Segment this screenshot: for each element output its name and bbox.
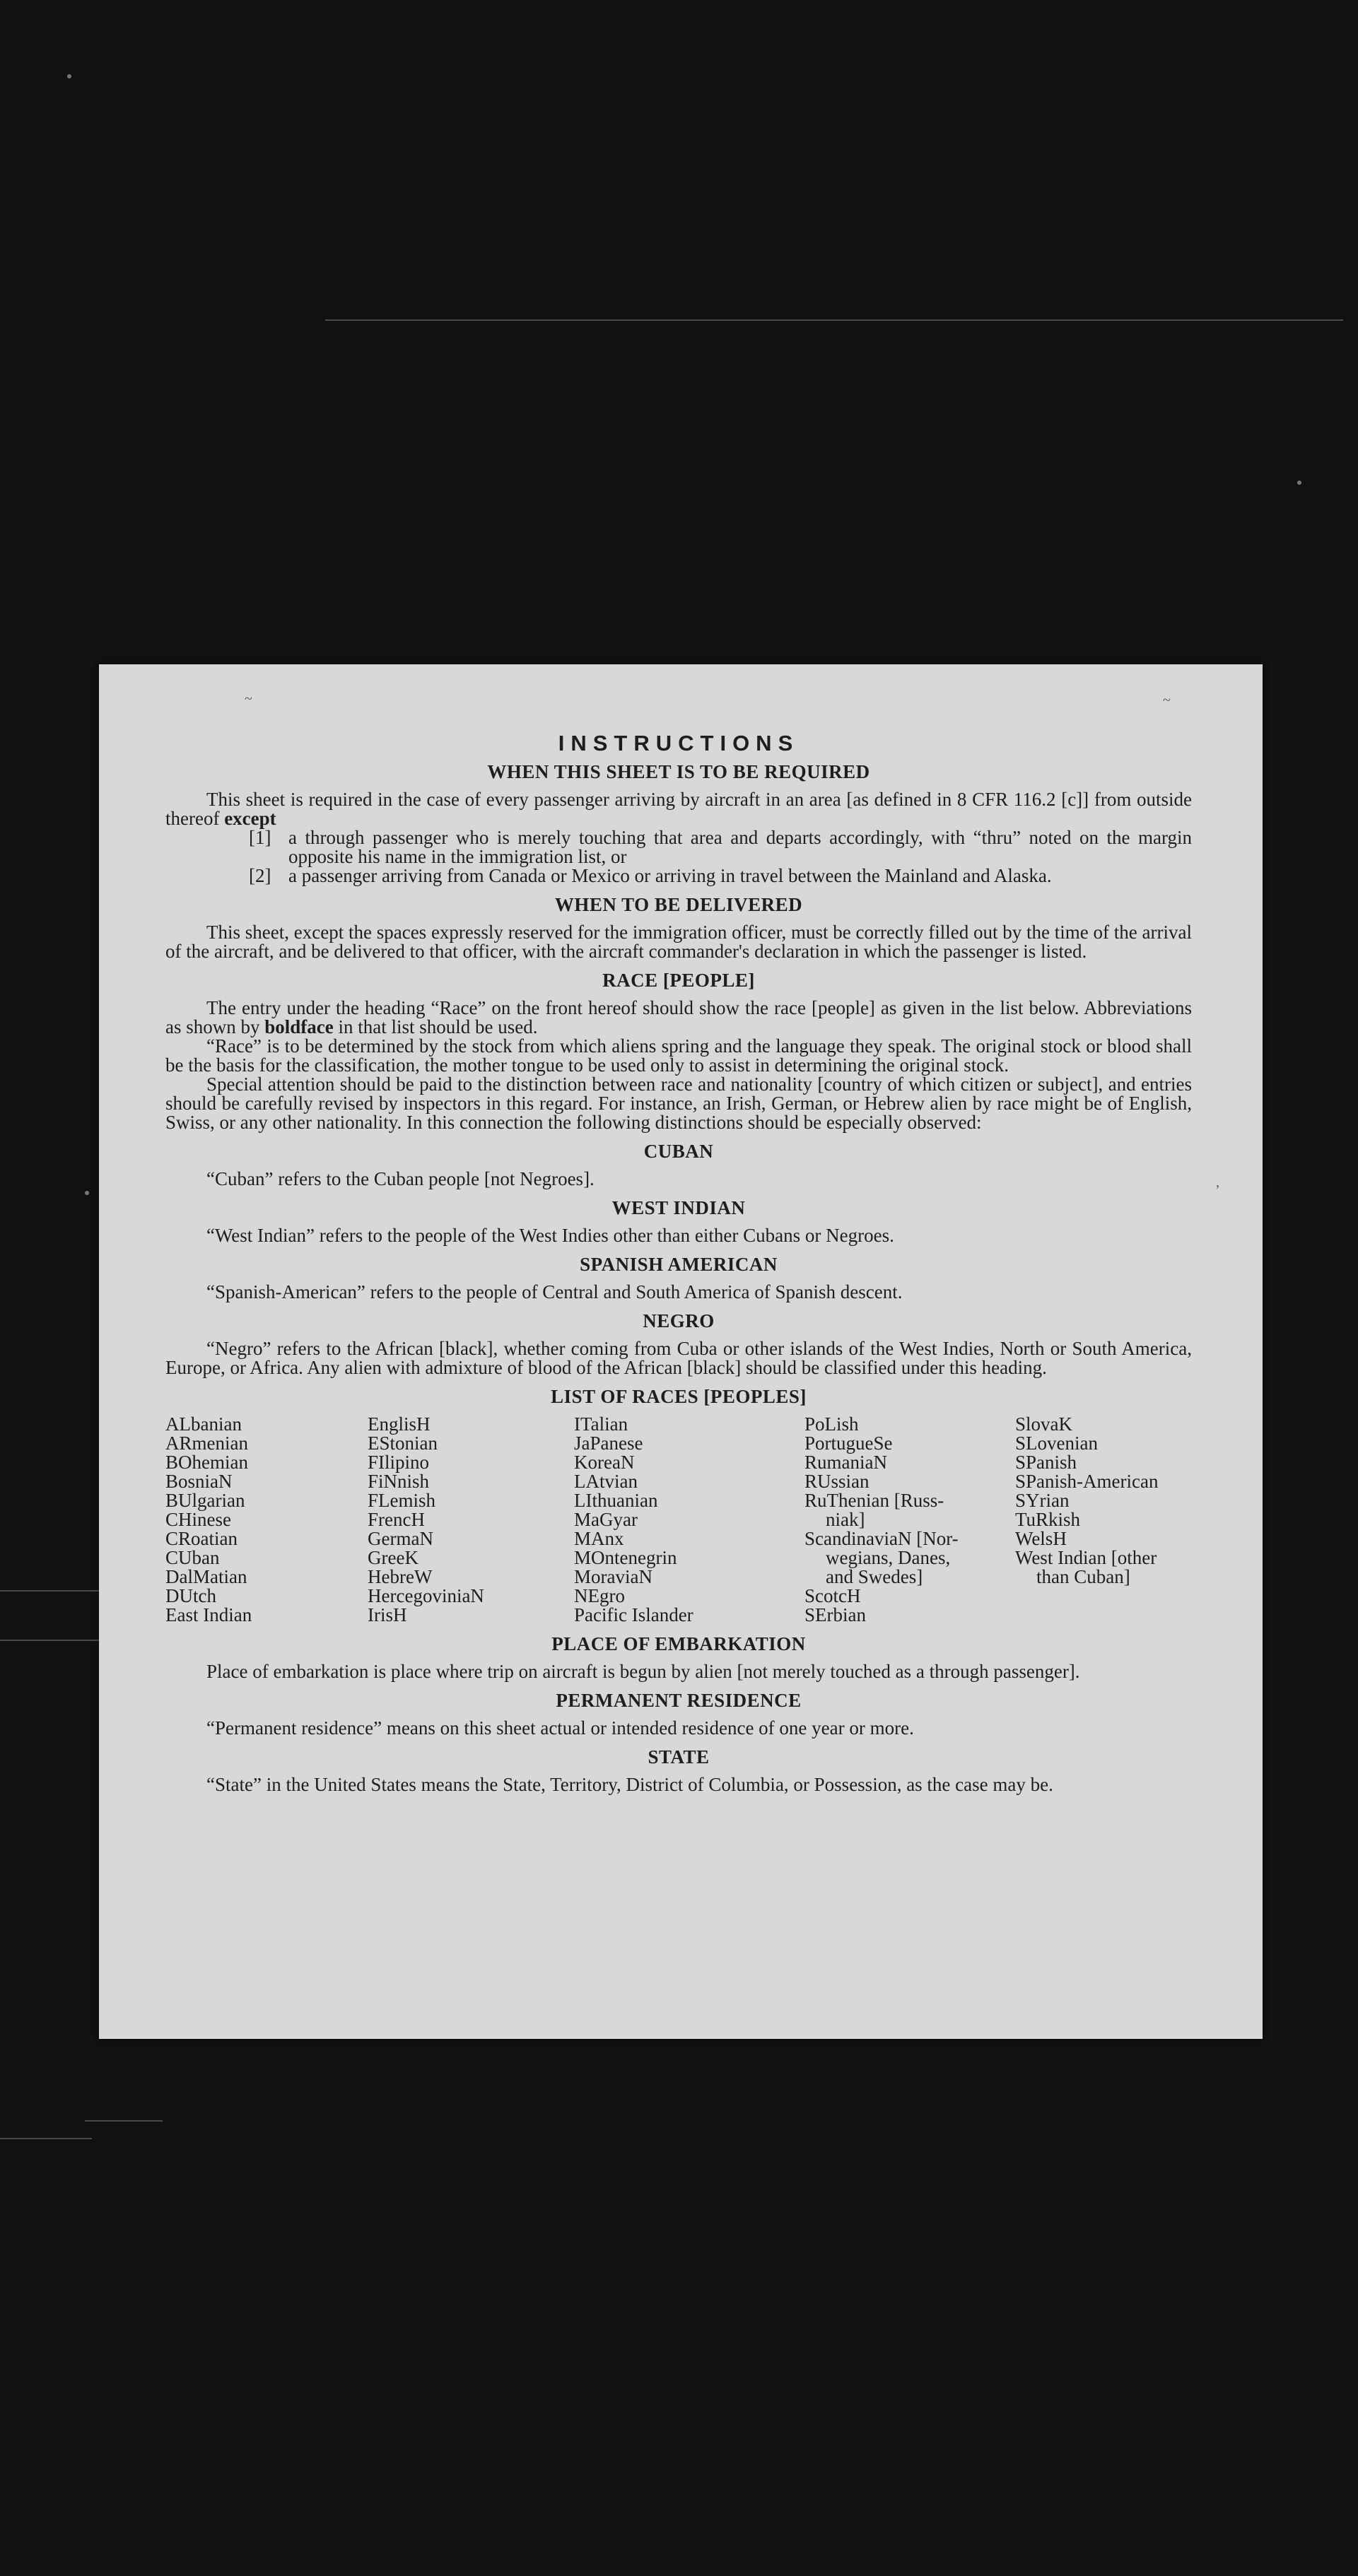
- race-entry: Pacific Islander: [574, 1604, 693, 1625]
- page-mark: ~: [245, 691, 252, 707]
- bold-text: boldface: [264, 1016, 334, 1037]
- race-entry: LAtvian: [574, 1471, 638, 1492]
- race-entry: BUlgarian: [165, 1490, 245, 1511]
- list-number: [1]: [249, 827, 271, 848]
- race-entry: SPanish: [1015, 1452, 1077, 1473]
- section-heading: PLACE OF EMBARKATION: [551, 1633, 806, 1654]
- race-entry: IrisH: [368, 1604, 407, 1625]
- race-entry: CUban: [165, 1547, 220, 1568]
- race-entry: FLemish: [368, 1490, 436, 1511]
- instruction-sheet: [99, 664, 1263, 2039]
- section-paragraph: This sheet is required in the case of every passenger arriving by aircraft in an area [as defined in 8 CFR 116.2 [c]] from outside thereof except: [165, 789, 1192, 829]
- section-heading: SPANISH AMERICAN: [580, 1254, 778, 1275]
- scan-artifact-line: [325, 319, 1343, 321]
- race-column: [804, 1415, 1015, 1625]
- race-entry: DUtch: [165, 1585, 216, 1606]
- race-entry: GermaN: [368, 1528, 433, 1549]
- document-title: INSTRUCTIONS: [558, 731, 800, 755]
- race-entry: EStonian: [368, 1433, 438, 1454]
- race-entry: LIthuanian: [574, 1490, 658, 1511]
- race-entry: NEgro: [574, 1585, 625, 1606]
- scan-artifact-line: [0, 2138, 92, 2139]
- race-entry: ITalian: [574, 1413, 628, 1435]
- section-paragraph: Special attention should be paid to the distinction between race and nationality [country of which citizen or subject], and entries should be carefully revised by inspectors in this regard. For instance, an Irish, German, or Hebrew alien by race might be of English, Swiss, or any other nationality. In this connection the following distinctions should be especially observed:: [165, 1074, 1192, 1133]
- section-heading: WHEN THIS SHEET IS TO BE REQUIRED: [487, 761, 870, 782]
- list-item: [165, 866, 1192, 886]
- race-entry: MaGyar: [574, 1509, 638, 1530]
- race-entry: niak]: [826, 1509, 865, 1530]
- section-paragraph: “Negro” refers to the African [black], whether coming from Cuba or other islands of the West Indies, North or South America, Europe, or Africa. Any alien with admixture of blood of the African [black] should be classified under this heading.: [165, 1338, 1192, 1378]
- race-entry: SlovaK: [1015, 1413, 1072, 1435]
- race-entry: HercegoviniaN: [368, 1585, 484, 1606]
- race-entry: HebreW: [368, 1566, 433, 1587]
- section-paragraph: “Race” is to be determined by the stock from which aliens spring and the language they speak. The original stock or blood shall be the basis for the classification, the mother tongue to be used only to assist in determining the original stock.: [165, 1035, 1192, 1076]
- race-entry: East Indian: [165, 1604, 252, 1625]
- scan-artifact-line: [0, 1590, 99, 1592]
- section-paragraph: “Permanent residence” means on this sheet actual or intended residence of one year or more.: [206, 1717, 914, 1739]
- race-entry: KoreaN: [574, 1452, 635, 1473]
- section-paragraph: “Spanish-American” refers to the people of Central and South America of Spanish descent.: [206, 1281, 903, 1302]
- race-entry: EnglisH: [368, 1413, 431, 1435]
- race-entry: FiNnish: [368, 1471, 430, 1492]
- race-list: [165, 1415, 1192, 1625]
- scan-artifact-line: [0, 1640, 99, 1641]
- page-mark: ~: [1163, 693, 1171, 708]
- race-entry: ALbanian: [165, 1413, 242, 1435]
- race-entry: MOntenegrin: [574, 1547, 677, 1568]
- race-entry: PoLish: [804, 1413, 859, 1435]
- section-heading: CUBAN: [643, 1141, 714, 1162]
- scan-speck: [85, 1191, 89, 1195]
- race-entry: GreeK: [368, 1547, 418, 1568]
- race-column: [574, 1415, 804, 1625]
- race-entry: PortugueSe: [804, 1433, 893, 1454]
- section-paragraph: The entry under the heading “Race” on the front hereof should show the race [people] as given in the list below. Abbreviations as shown by boldface in that list should be used.: [165, 997, 1192, 1037]
- race-column: [1015, 1415, 1227, 1625]
- race-entry: MAnx: [574, 1528, 624, 1549]
- race-entry: RUssian: [804, 1471, 870, 1492]
- section-heading: RACE [PEOPLE]: [602, 970, 755, 991]
- section-paragraph: “Cuban” refers to the Cuban people [not Negroes].: [206, 1168, 595, 1189]
- race-entry: West Indian [other: [1015, 1547, 1157, 1568]
- section-heading: STATE: [648, 1746, 710, 1768]
- race-entry: TuRkish: [1015, 1509, 1081, 1530]
- scan-artifact-line: [85, 2120, 163, 2122]
- race-entry: SPanish-American: [1015, 1471, 1159, 1492]
- race-entry: RuThenian [Russ-: [804, 1490, 944, 1511]
- scan-speck: [67, 74, 71, 78]
- race-entry: than Cuban]: [1036, 1566, 1130, 1587]
- section-paragraph: Place of embarkation is place where trip on aircraft is begun by alien [not merely touched as a through passenger].: [206, 1661, 1080, 1682]
- race-entry: CRoatian: [165, 1528, 238, 1549]
- race-column: [165, 1415, 368, 1625]
- race-column: [368, 1415, 574, 1625]
- race-entry: WelsH: [1015, 1528, 1067, 1549]
- section-paragraph: “State” in the United States means the State, Territory, District of Columbia, or Possession, as the case may be.: [206, 1774, 1053, 1795]
- race-entry: ScotcH: [804, 1585, 861, 1606]
- race-entry: FIlipino: [368, 1452, 430, 1473]
- section-paragraph: This sheet, except the spaces expressly reserved for the immigration officer, must be correctly filled out by the time of the arrival of the aircraft, and be delivered to that officer, with the aircraft commander's declaration in which the passenger is listed.: [165, 922, 1192, 962]
- bold-text: except: [224, 808, 276, 829]
- page-mark: ,: [1216, 1175, 1219, 1190]
- race-entry: FrencH: [368, 1509, 425, 1530]
- race-entry: SLovenian: [1015, 1433, 1098, 1454]
- race-entry: SYrian: [1015, 1490, 1070, 1511]
- list-item: [165, 828, 1192, 866]
- race-entry: wegians, Danes,: [826, 1547, 951, 1568]
- race-entry: SErbian: [804, 1604, 866, 1625]
- race-entry: ScandinaviaN [Nor-: [804, 1528, 959, 1549]
- race-entry: JaPanese: [574, 1433, 643, 1454]
- section-paragraph: “West Indian” refers to the people of the West Indies other than either Cubans or Negroes.: [206, 1225, 894, 1246]
- list-text: a passenger arriving from Canada or Mexico or arriving in travel between the Mainland and Alaska.: [288, 865, 1052, 886]
- section-heading: NEGRO: [643, 1310, 715, 1331]
- race-entry: and Swedes]: [826, 1566, 923, 1587]
- race-entry: RumaniaN: [804, 1452, 887, 1473]
- race-entry: ARmenian: [165, 1433, 248, 1454]
- race-entry: CHinese: [165, 1509, 231, 1530]
- list-text: a through passenger who is merely touching that area and departs accordingly, with “thru” noted on the margin opposite his name in the immigration list, or: [288, 827, 1192, 867]
- race-entry: DalMatian: [165, 1566, 247, 1587]
- race-entry: MoraviaN: [574, 1566, 652, 1587]
- section-heading: WHEN TO BE DELIVERED: [554, 894, 803, 915]
- list-number: [2]: [249, 865, 271, 886]
- section-heading: WEST INDIAN: [611, 1197, 746, 1218]
- scan-speck: [1297, 481, 1301, 485]
- race-entry: BosniaN: [165, 1471, 233, 1492]
- section-heading: PERMANENT RESIDENCE: [556, 1690, 802, 1711]
- race-entry: BOhemian: [165, 1452, 248, 1473]
- section-heading: LIST OF RACES [PEOPLES]: [551, 1386, 807, 1407]
